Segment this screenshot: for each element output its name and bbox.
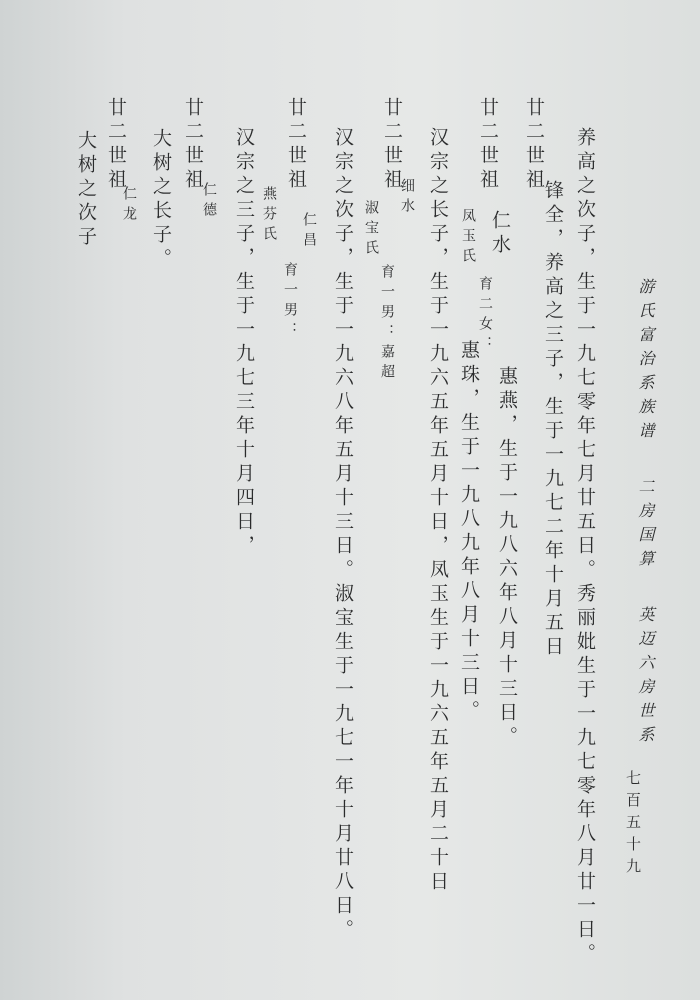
children-count: 育二女： <box>477 276 493 356</box>
entry-line: 惠燕，生于一九八六年八月十三日。 <box>496 366 518 750</box>
entry-line: 大树之长子。 <box>150 128 172 272</box>
person-name: 仁龙 <box>121 186 137 226</box>
person-name: 仁昌 <box>301 212 317 252</box>
spouse-name: 燕芬氏 <box>261 186 277 246</box>
spouse-name: 凤玉氏 <box>460 208 476 268</box>
generation-label: 廿二世祖 <box>105 97 127 193</box>
entry-line: 汉宗之三子，生于一九七三年十月四日， <box>233 127 255 559</box>
entry-line: 汉宗之长子，生于一九六五年五月十日，凤玉生于一九六五年五月二十日 <box>427 127 449 895</box>
person-name: 仁德 <box>201 182 217 222</box>
person-name: 仁水 <box>489 210 511 258</box>
entry-line: 养高之次子，生于一九七零年七月廿五日。秀丽妣生于一九七零年八月廿一日。 <box>574 127 596 967</box>
entry-line: 锋全，养高之三子，生于一九七二年十月五日 <box>542 180 564 660</box>
lineage-label: 英迈六房世系 <box>636 606 655 750</box>
generation-label: 廿二世祖 <box>381 97 403 193</box>
generation-label: 廿二世祖 <box>523 97 545 193</box>
generation-label: 廿二世祖 <box>285 97 307 193</box>
book-title: 游氏富治系族谱 <box>636 278 655 446</box>
branch-label: 二房国算 <box>636 478 655 574</box>
generation-label: 廿二世祖 <box>477 97 499 193</box>
spouse-name: 淑宝氏 <box>363 200 379 260</box>
entry-line: 汉宗之次子，生于一九六八年五月十三日。淑宝生于一九七一年十月廿八日。 <box>332 127 354 943</box>
person-name: 细水 <box>399 178 415 218</box>
generation-label: 廿二世祖 <box>182 97 204 193</box>
entry-line: 大树之次子 <box>75 130 97 250</box>
entry-line: 惠珠，生于一九八九年八月十三日。 <box>458 340 480 724</box>
children-count: 育一男：嘉超 <box>379 264 395 384</box>
page-number: 七百五十九 <box>624 770 642 880</box>
children-count: 育一男： <box>282 262 298 342</box>
